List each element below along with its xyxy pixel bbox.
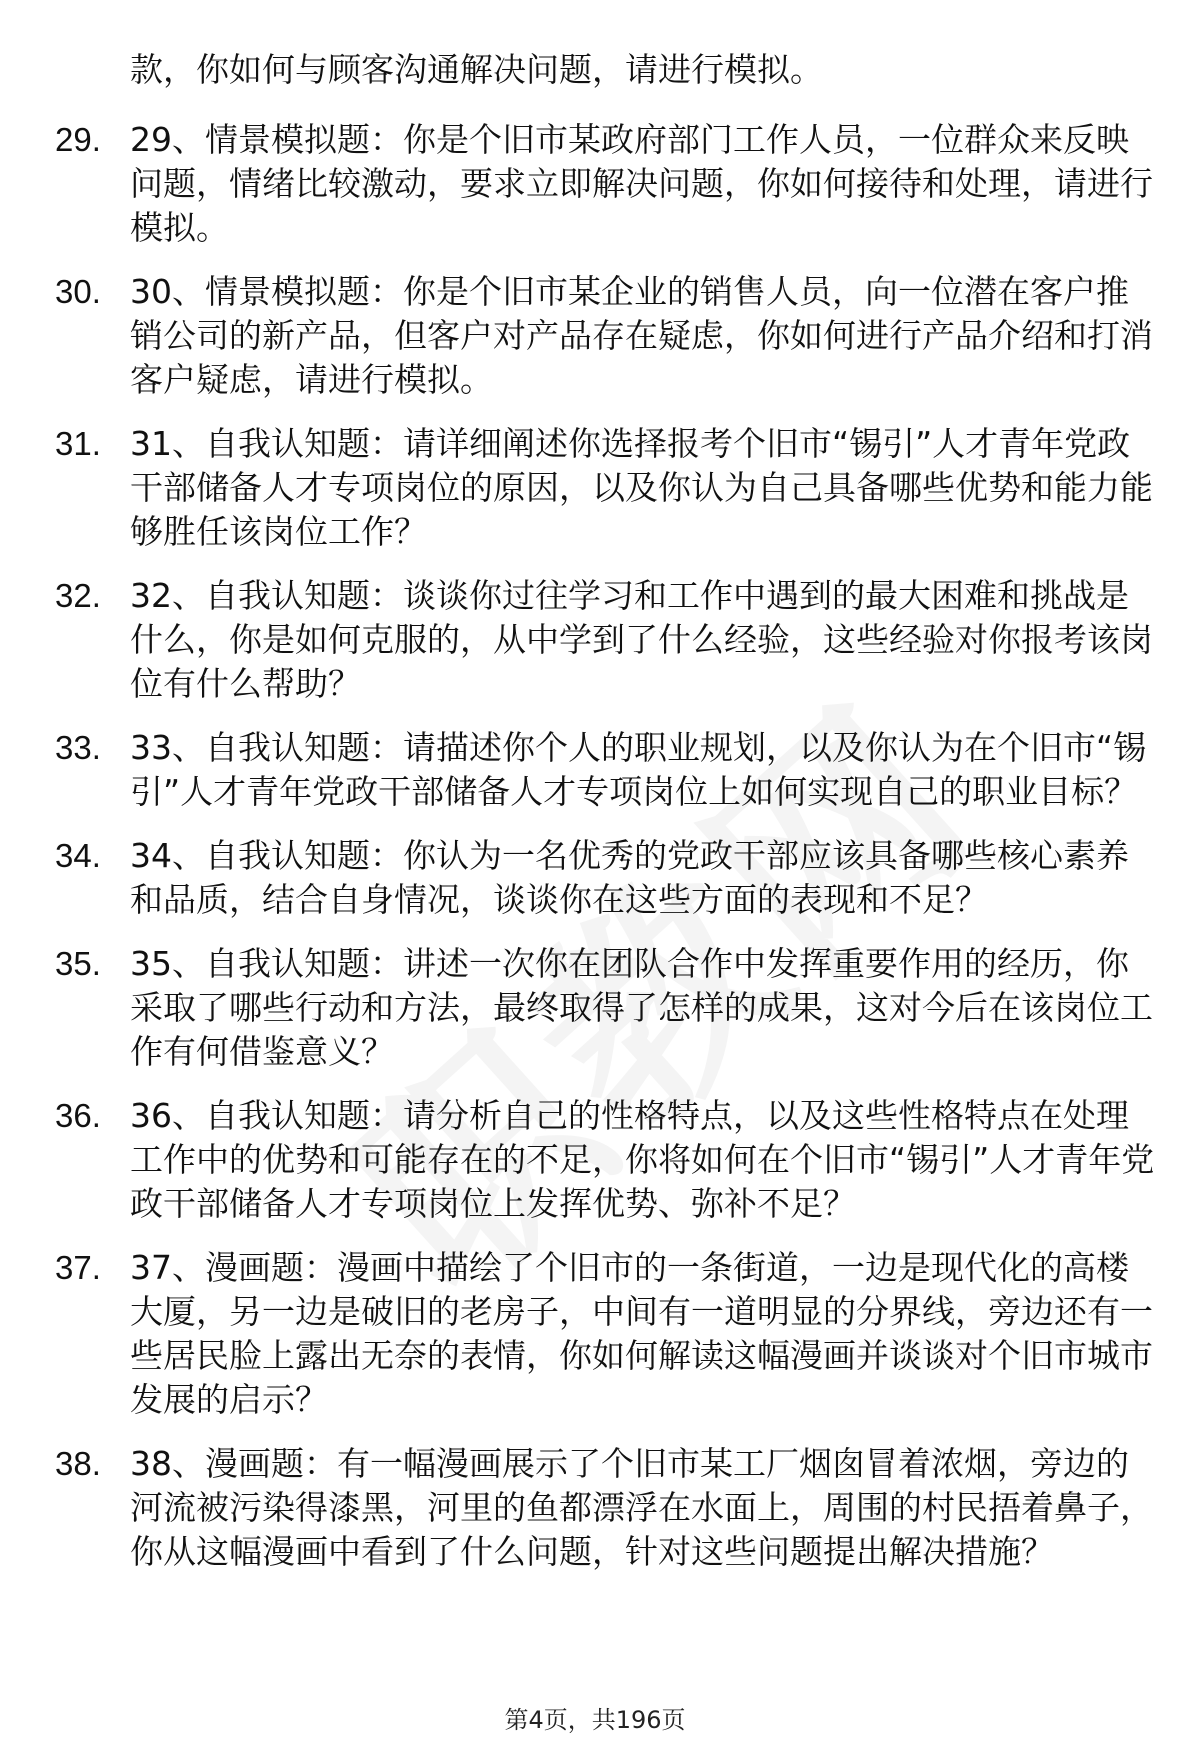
question-text: 33、自我认知题：请描述你个人的职业规划，以及你认为在个旧市“锡引”人才青年党政干部储备人才专项岗位上如何实现自己的职业目标？ (130, 728, 1147, 811)
question-number: 35. (55, 945, 101, 982)
question-text: 29、情景模拟题：你是个旧市某政府部门工作人员，一位群众来反映问题，情绪比较激动，要求立即解决问题，你如何接待和处理，请进行模拟。 (130, 120, 1153, 247)
question-item (55, 118, 1160, 250)
question-text: 38、漫画题：有一幅漫画展示了个旧市某工厂烟囱冒着浓烟，旁边的河流被污染得漆黑，河里的鱼都漂浮在水面上，周围的村民捂着鼻子，你从这幅漫画中看到了什么问题，针对这些问题提出解决措施？ (130, 1444, 1153, 1571)
question-item (55, 1094, 1160, 1226)
question-list (55, 118, 1160, 1594)
question-number: 29. (55, 121, 101, 158)
question-number: 33. (55, 729, 101, 766)
question-number: 34. (55, 837, 101, 874)
question-number: 36. (55, 1097, 101, 1134)
question-number: 38. (55, 1445, 101, 1482)
question-text: 34、自我认知题：你认为一名优秀的党政干部应该具备哪些核心素养和品质，结合自身情况，谈谈你在这些方面的表现和不足？ (130, 836, 1129, 919)
continued-question-text: 款，你如何与顾客沟通解决问题，请进行模拟。 (130, 50, 823, 89)
question-item (55, 422, 1160, 554)
question-number: 37. (55, 1249, 101, 1286)
question-item (55, 270, 1160, 402)
question-number: 32. (55, 577, 101, 614)
page-footer: 第4页，共196页 (504, 1706, 686, 1734)
question-text: 36、自我认知题：请分析自己的性格特点，以及这些性格特点在处理工作中的优势和可能存在的不足，你将如何在个旧市“锡引”人才青年党政干部储备人才专项岗位上发挥优势、弥补不足？ (130, 1096, 1155, 1223)
question-text: 37、漫画题：漫画中描绘了个旧市的一条街道，一边是现代化的高楼大厦，另一边是破旧的老房子，中间有一道明显的分界线，旁边还有一些居民脸上露出无奈的表情，你如何解读这幅漫画并谈谈对个旧市城市发展的启示？ (130, 1248, 1153, 1419)
question-item (55, 726, 1160, 814)
question-text: 30、情景模拟题：你是个旧市某企业的销售人员，向一位潜在客户推销公司的新产品，但客户对产品存在疑虑，你如何进行产品介绍和打消客户疑虑，请进行模拟。 (130, 272, 1153, 399)
question-item (55, 1246, 1160, 1422)
question-text: 31、自我认知题：请详细阐述你选择报考个旧市“锡引”人才青年党政干部储备人才专项岗位的原因，以及你认为自己具备哪些优势和能力能够胜任该岗位工作？ (130, 424, 1153, 551)
question-text: 32、自我认知题：谈谈你过往学习和工作中遇到的最大困难和挑战是什么，你是如何克服的，从中学到了什么经验，这些经验对你报考该岗位有什么帮助？ (130, 576, 1153, 703)
question-text: 35、自我认知题：讲述一次你在团队合作中发挥重要作用的经历，你采取了哪些行动和方法，最终取得了怎样的成果，这对今后在该岗位工作有何借鉴意义？ (130, 944, 1153, 1071)
question-number: 31. (55, 425, 101, 462)
question-number: 30. (55, 273, 101, 310)
question-item (55, 834, 1160, 922)
question-item (55, 574, 1160, 706)
question-item (55, 1442, 1160, 1574)
question-item (55, 942, 1160, 1074)
